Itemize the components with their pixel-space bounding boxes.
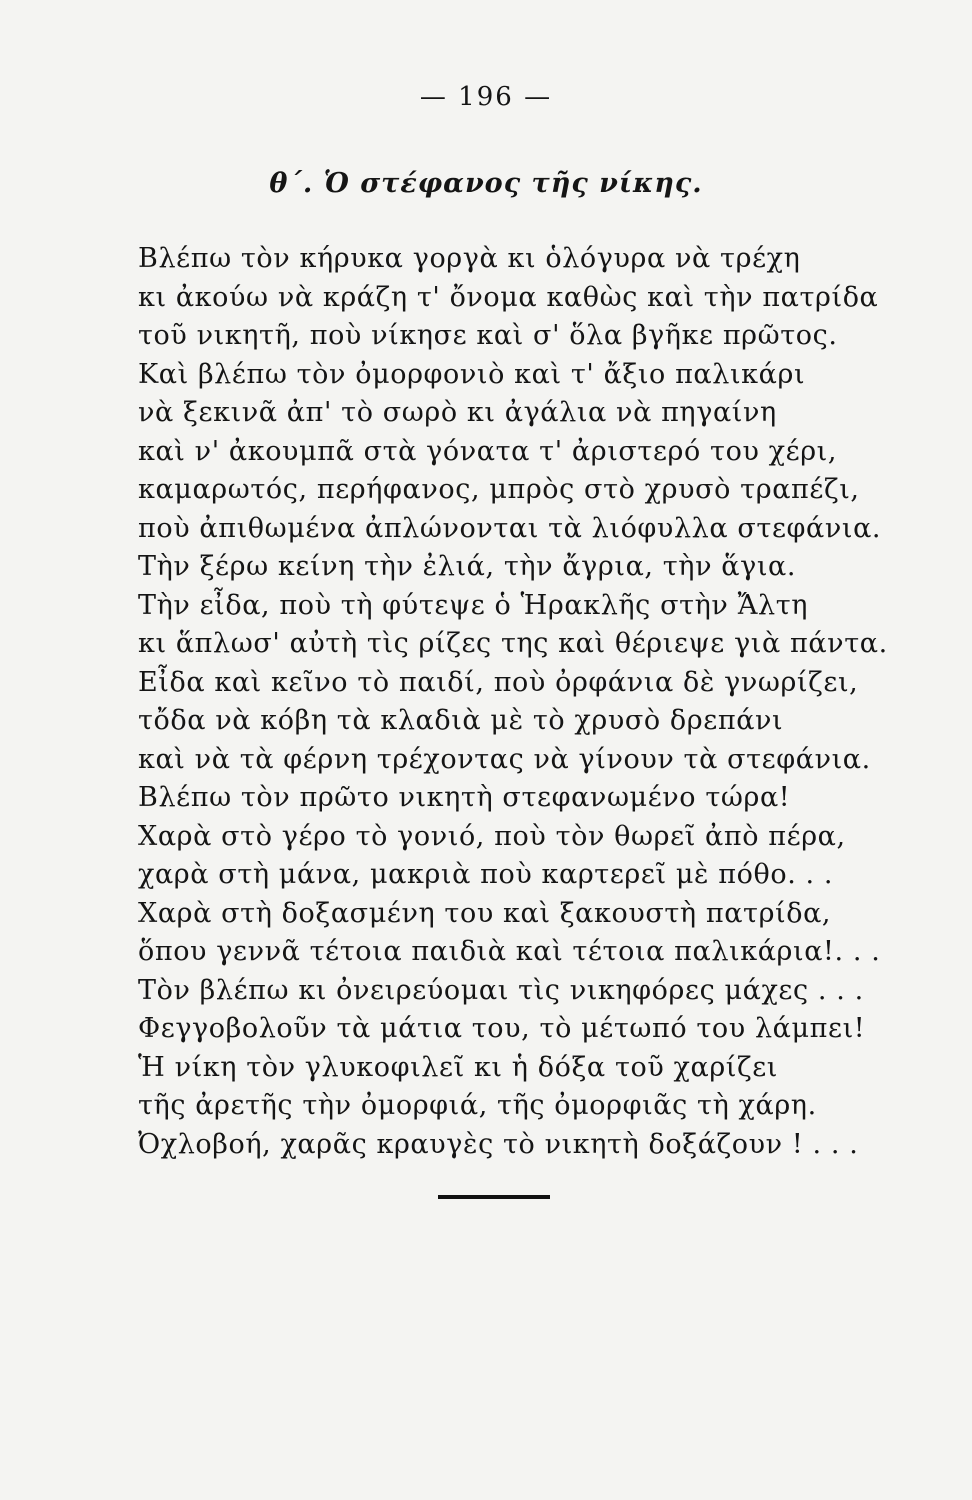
section-title: θ΄. Ὁ στέφανος τῆς νίκης. bbox=[269, 168, 703, 199]
poem-line: Τὴν ξέρω κείνη τὴν ἐλιά, τὴν ἄγρια, τὴν ἅγια. bbox=[138, 551, 797, 582]
poem-line: κι ἀκούω νὰ κράζη τ' ὄνομα καθὼς καὶ τὴν πατρίδα bbox=[138, 281, 879, 313]
poem-line: Φεγγοβολοῦν τὰ μάτια του, τὸ μέτωπό του λάμπει! bbox=[138, 1013, 866, 1044]
poem-line: Τὸν βλέπω κι ὀνειρεύομαι τὶς νικηφόρες μάχες . . . bbox=[138, 974, 864, 1006]
poem-text bbox=[138, 240, 888, 1164]
poem-line: Καὶ βλέπω τὸν ὀμορφονιὸ καὶ τ' ἄξιο παλικάρι bbox=[138, 358, 806, 390]
poem-line: Ἡ νίκη τὸν γλυκοφιλεῖ κι ἡ δόξα τοῦ χαρίζει bbox=[138, 1051, 778, 1083]
poem-line: καμαρωτός, περήφανος, μπρὸς στὸ χρυσὸ τραπέζι, bbox=[138, 474, 860, 505]
poem-line: ποὺ ἀπιθωμένα ἀπλώνονται τὰ λιόφυλλα στεφάνια. bbox=[138, 512, 882, 544]
poem-line: Χαρὰ στὸ γέρο τὸ γονιό, ποὺ τὸν θωρεῖ ἀπὸ πέρα, bbox=[138, 820, 846, 852]
poem-line: Βλέπω τὸν πρῶτο νικητὴ στεφανωμένο τώρα! bbox=[138, 782, 791, 813]
poem-line: Χαρὰ στὴ δοξασμένη του καὶ ξακουστὴ πατρίδα, bbox=[138, 897, 832, 929]
poem-line: τῆς ἀρετῆς τὴν ὀμορφιά, τῆς ὀμορφιᾶς τὴ χάρη. bbox=[138, 1090, 817, 1121]
poem-line: Βλέπω τὸν κήρυκα γοργὰ κι ὁλόγυρα νὰ τρέχη bbox=[138, 243, 801, 274]
poem-line: Εἶδα καὶ κεῖνο τὸ παιδί, ποὺ ὀρφάνια δὲ γνωρίζει, bbox=[138, 666, 859, 698]
poem-line: καὶ νὰ τὰ φέρνη τρέχοντας νὰ γίνουν τὰ στεφάνια. bbox=[138, 743, 871, 775]
page-number: — 196 — bbox=[419, 82, 553, 112]
poem-line: τὄδα νὰ κόβη τὰ κλαδιὰ μὲ τὸ χρυσὸ δρεπάνι bbox=[138, 705, 784, 736]
poem-line: ὅπου γεννᾶ τέτοια παιδιὰ καὶ τέτοια παλικάρια!. . . bbox=[138, 936, 881, 967]
poem-line: καὶ ν' ἀκουμπᾶ στὰ γόνατα τ' ἀριστερό του χέρι, bbox=[138, 435, 838, 467]
end-rule bbox=[438, 1195, 550, 1199]
poem-line: νὰ ξεκινᾶ ἀπ' τὸ σωρὸ κι ἀγάλια νὰ πηγαίνη bbox=[138, 397, 777, 428]
poem-line: Ὀχλοβοή, χαρᾶς κραυγὲς τὸ νικητὴ δοξάζουν ! . . . bbox=[138, 1128, 859, 1160]
poem-line: Τὴν εἶδα, ποὺ τὴ φύτεψε ὁ Ἡρακλῆς στὴν Ἄλτη bbox=[138, 589, 809, 621]
poem-line: κι ἅπλωσ' αὐτὴ τὶς ρίζες της καὶ θέριεψε γιὰ πάντα. bbox=[138, 628, 888, 659]
poem-line: τοῦ νικητῆ, ποὺ νίκησε καὶ σ' ὅλα βγῆκε πρῶτος. bbox=[138, 320, 838, 351]
poem-line: χαρὰ στὴ μάνα, μακριὰ ποὺ καρτερεῖ μὲ πόθο. . . bbox=[138, 859, 834, 890]
